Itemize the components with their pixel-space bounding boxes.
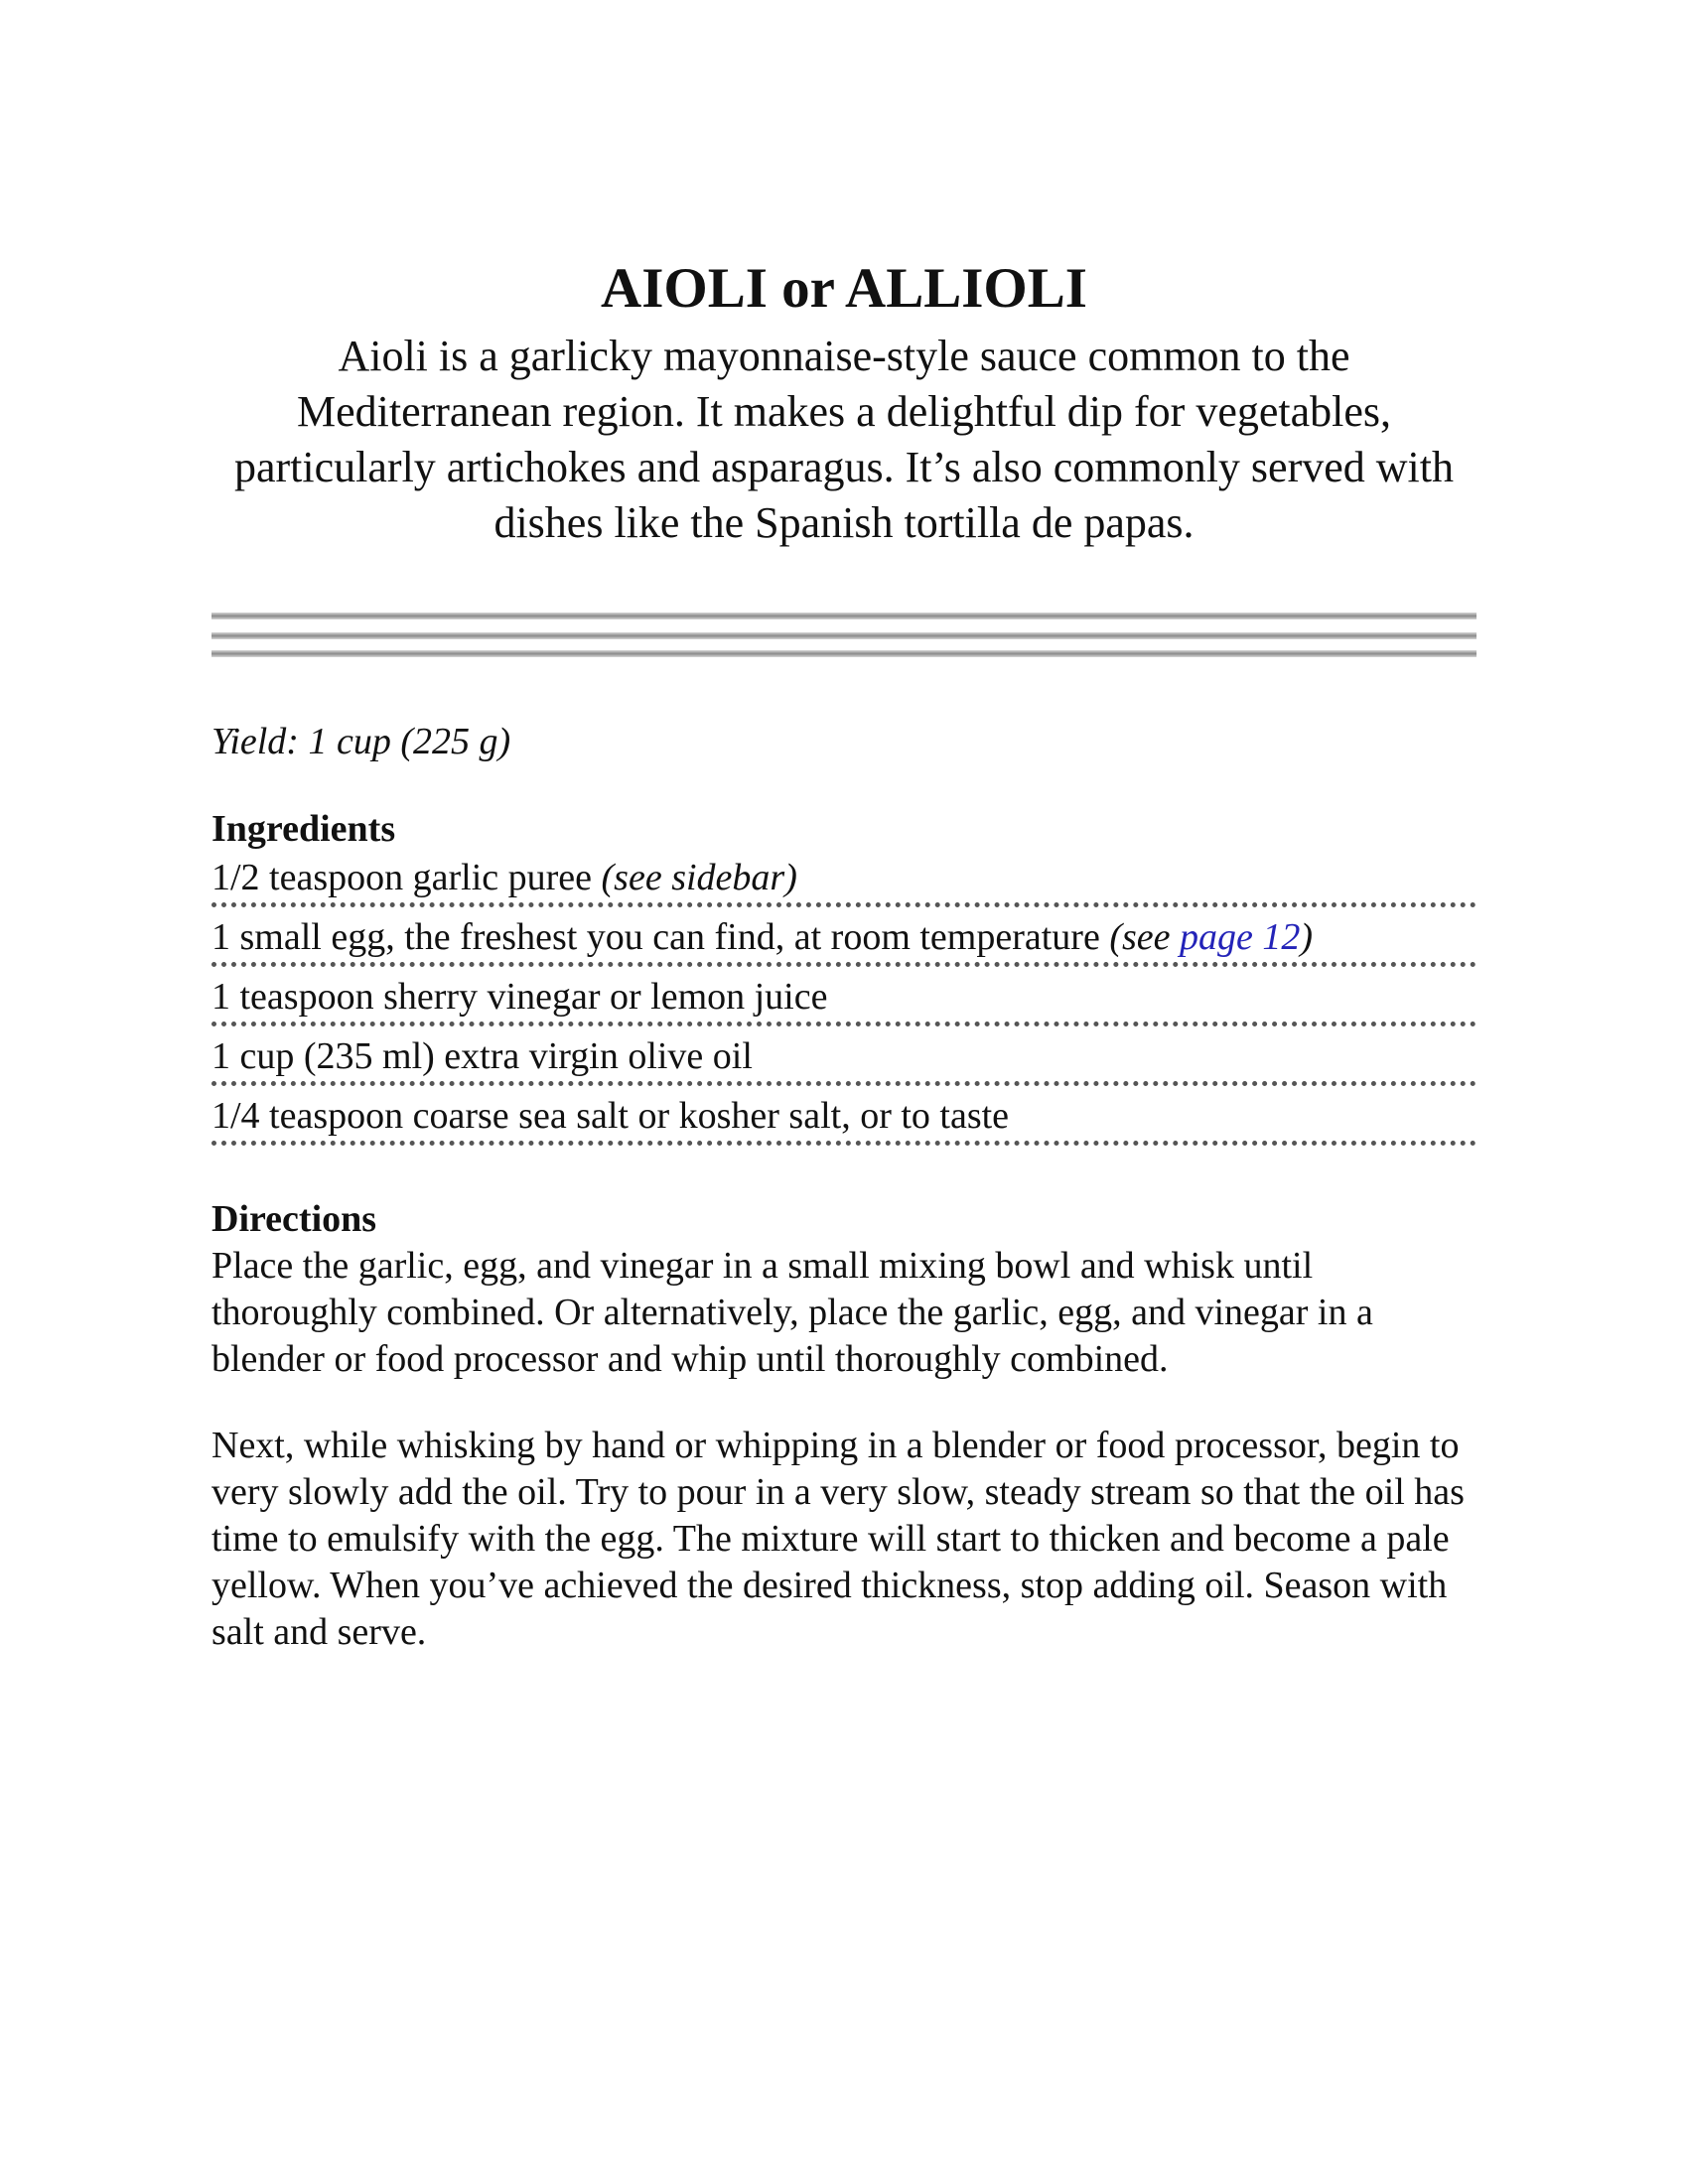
ingredient-text: 1 cup (235 ml) extra virgin olive oil: [211, 1035, 753, 1077]
recipe-intro: Aioli is a garlicky mayonnaise-style sauce common to the Mediterranean region. It makes a delightful dip for vegetables, particularly artichokes and asparagus. It’s also commonly served with dishes like the Spanish tortilla de papas.: [234, 332, 1454, 547]
ingredient-note: ): [1300, 916, 1314, 958]
ingredient-text: 1/2 teaspoon garlic puree: [211, 857, 602, 898]
directions-paragraph: Place the garlic, egg, and vinegar in a small mixing bowl and whisk until thoroughly combined. Or alternatively, place the garlic, egg, and vinegar in a blender or food processor and whip until thoroughly combined.: [211, 1245, 1373, 1380]
ingredients-heading: Ingredients: [211, 808, 396, 850]
recipe-page: [211, 253, 1477, 1656]
rule-line: [211, 632, 1477, 639]
ingredient-item: [211, 853, 1477, 907]
decorative-triple-rule: [211, 613, 1477, 658]
ingredient-text: 1 teaspoon sherry vinegar or lemon juice: [211, 976, 828, 1018]
ingredient-item: [211, 1091, 1477, 1146]
directions-body: [211, 1243, 1477, 1656]
ingredient-item: [211, 1031, 1477, 1086]
ingredient-note: (see sidebar): [601, 857, 797, 898]
recipe-yield: Yield: 1 cup (225 g): [211, 721, 511, 762]
ingredient-list: [211, 853, 1477, 1146]
rule-line: [211, 613, 1477, 619]
ingredient-text: 1/4 teaspoon coarse sea salt or kosher salt, or to taste: [211, 1095, 1010, 1137]
directions-heading: Directions: [211, 1198, 377, 1240]
ingredient-note: (see: [1109, 916, 1181, 958]
directions-paragraph: Next, while whisking by hand or whipping in a blender or food processor, begin to very slowly add the oil. Try to pour in a very slow, steady stream so that the oil has time to emulsify with the egg. The mixture will start to thicken and become a pale yellow. When you’ve achieved the desired thickness, stop adding oil. Season with salt and serve.: [211, 1425, 1465, 1653]
ingredient-item: [211, 972, 1477, 1026]
recipe-title: AIOLI or ALLIOLI: [601, 257, 1087, 320]
rule-line: [211, 650, 1477, 657]
page-reference-link[interactable]: page 12: [1180, 916, 1301, 958]
ingredient-text: 1 small egg, the freshest you can find, at room temperature: [211, 916, 1110, 958]
ingredient-item: [211, 912, 1477, 967]
